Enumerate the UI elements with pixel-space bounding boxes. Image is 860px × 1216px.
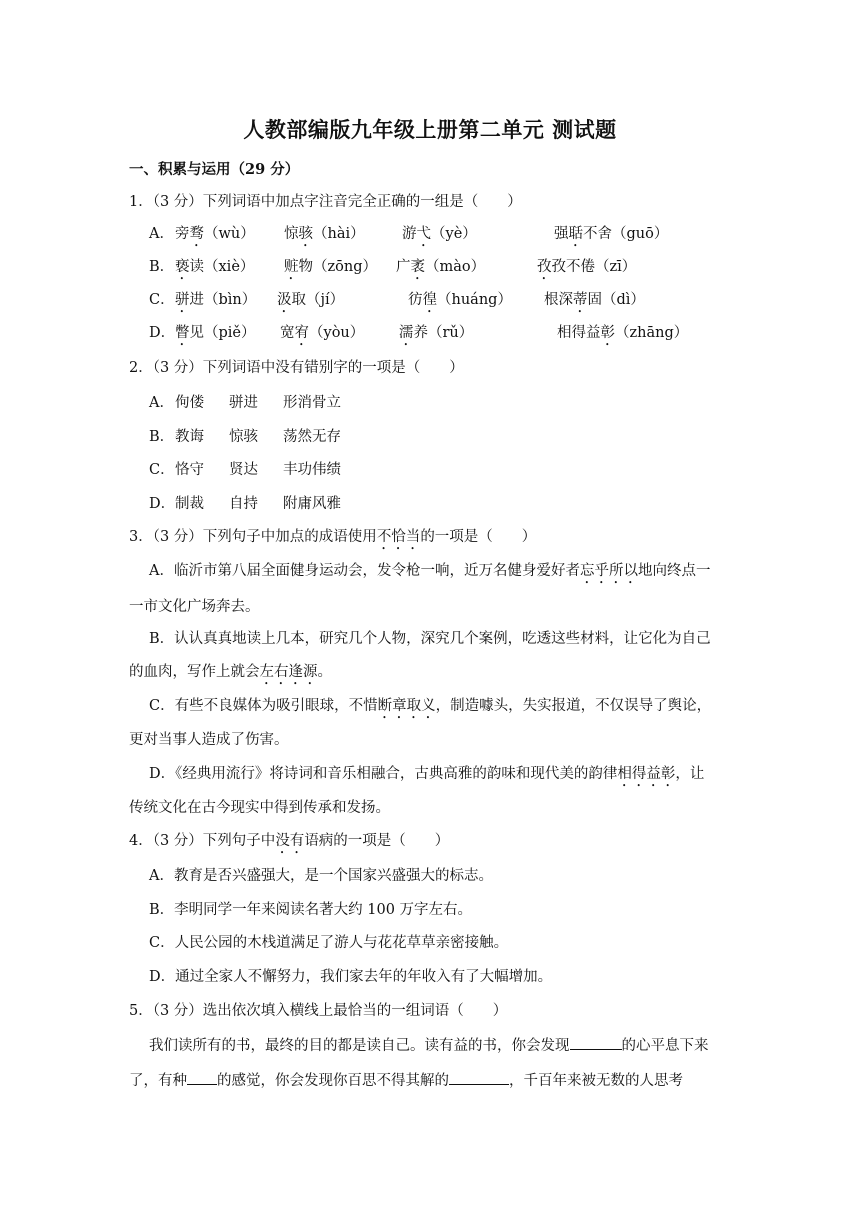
word-4: 相得益彰（zhāng） [557, 325, 689, 341]
question-3-option-d-line-1: D．《经典用流行》将诗词和音乐相融合，古典高雅的韵味和现代美的韵律相得益彰，让 [149, 766, 705, 782]
question-4-option-d: D．通过全家人不懈努力，我们家去年的年收入有了大幅增加。 [149, 969, 553, 985]
question-4-stem: 4．（3 分）下列句子中没有语病的一项是（ ） [129, 833, 450, 849]
word-2: 赃物（zōng） [284, 259, 377, 275]
word-3: 彷徨（huáng） [408, 292, 512, 308]
fill-blank-1[interactable] [570, 1035, 622, 1050]
word-1: 亵读（xiè） [175, 259, 255, 275]
option-letter: A． [149, 226, 174, 242]
word-1: 瞥见（piě） [175, 325, 256, 341]
fill-blank-2[interactable] [187, 1070, 217, 1085]
question-3-stem: 3．（3 分）下列句子中加点的成语使用不恰当的一项是（ ） [129, 529, 537, 545]
word-2: 惊骇（hài） [284, 226, 365, 242]
section-heading: 一、积累与运用（29 分） [129, 161, 300, 178]
question-5-passage-line-2: 了，有种 的感觉，你会发现你百思不得其解的 ，千百年来被无数的人思考 [129, 1070, 683, 1091]
word-4: 孜孜不倦（zī） [537, 259, 637, 275]
word-4: 强聒不舍（guō） [554, 226, 669, 242]
question-5-passage-line-1: 我们读所有的书，最终的目的都是读自己。读有益的书，你会发现 的心平息下来 [149, 1035, 709, 1056]
word-3: 广袤（mào） [396, 259, 486, 275]
option-letter: C． [149, 292, 175, 308]
option-letter: D． [149, 325, 176, 341]
word-3: 游弋（yè） [402, 226, 477, 242]
word-4: 根深蒂固（dì） [544, 292, 645, 308]
question-3-option-c-line-1: C．有些不良媒体为吸引眼球，不惜断章取义，制造噱头，失实报道，不仅误导了舆论， [149, 698, 712, 714]
question-3-option-b-line-2: 的血肉，写作上就会左右逢源。 [129, 664, 332, 680]
question-3-option-a-line-2: 一市文化广场奔去。 [129, 599, 260, 615]
question-4-option-c: C．人民公园的木栈道满足了游人与花花草草亲密接触。 [149, 935, 509, 951]
word-3: 濡养（rǔ） [399, 325, 474, 341]
fill-blank-3[interactable] [449, 1070, 509, 1085]
word-1: 旁骛（wù） [175, 226, 255, 242]
option-letter: B． [149, 259, 175, 275]
question-3-option-c-line-2: 更对当事人造成了伤害。 [129, 732, 289, 748]
question-4-option-b: B．李明同学一年来阅读名著大约 100 万字左右。 [149, 902, 473, 918]
word-1: 骈进（bìn） [175, 292, 257, 308]
word-2: 汲取（jí） [277, 292, 345, 308]
page-title: 人教部编版九年级上册第二单元 测试题 [243, 117, 617, 142]
question-5-stem: 5．（3 分）选出依次填入横线上最恰当的一组词语（ ） [129, 1003, 508, 1019]
question-2-stem: 2．（3 分）下列词语中没有错别字的一项是（ ） [129, 360, 464, 376]
question-3-option-a-line-1: A．临沂市第八届全面健身运动会，发令枪一响，近万名健身爱好者忘乎所以地向终点一 [149, 563, 711, 579]
word-2: 宽宥（yòu） [280, 325, 365, 341]
question-4-option-a: A．教育是否兴盛强大，是一个国家兴盛强大的标志。 [149, 868, 493, 884]
document-page: 人教部编版九年级上册第二单元 测试题 一、积累与运用（29 分） 1．（3 分）下列词语中加点字注音完全正确的一组是（ ） A． 旁骛（wù） 惊骇（hài） 游弋（yè） 强聒不舍（guō） B． 亵读（xiè） 赃物（zōng） 广袤（mào） 孜孜不倦（zī） C． 骈进（bìn） 汲取（jí） 彷徨（huáng） 根深蒂固（dì） D． 瞥见（piě） 宽宥（yòu） 濡养（rǔ） 相得益彰（zhāng） 2．（3 分）下列词语中没有错别字的一项是（ ） A． 佝偻 骈进 形消骨立 B． 教诲 惊骇 荡然无存 C． 恪守 贤达 丰功伟绩 D． 制裁 自持 附庸风雅 3．（3 分）下列句子中加点的成语使用不恰当的一项是（ ） A．临沂市第八届全面健身运动会，发令枪一响，近万名健身爱好者忘乎所以地向终点一 一市文化广场奔去。 B．认认真真地读上几本，研究几个人物，深究几个案例，吃透这些材料，让它化为自己 的血肉，写作上就会左右逢源。 C．有些不良媒体为吸引眼球，不惜断章取义，制造噱头，失实报道，不仅误导了舆论， 更对当事人造成了伤害。 D．《经典用流行》将诗词和音乐相融合，古典高雅的韵味和现代美的韵律相得益彰，让 传统文化在古今现实中得到传承和发扬。 4．（3 分）下列句子中没有语病的一项是（ ） A．教育是否兴盛强大，是一个国家兴盛强大的标志。 B．李明同学一年来阅读名著大约 100 万字左右。 C．人民公园的木栈道满足了游人与花花草草亲密接触。 D．通过全家人不懈努力，我们家去年的年收入有了大幅增加。 5．（3 分）选出依次填入横线上最恰当的一组词语（ ） 我们读所有的书，最终的目的都是读自己。读有益的书，你会发现 的心平息下来 了，有种 的感觉，你会发现你百思不得其解的 ，千百年来被无数的人思考 [0, 0, 860, 1216]
question-3-option-b-line-1: B．认认真真地读上几本，研究几个人物，深究几个案例，吃透这些材料，让它化为自己 [149, 631, 711, 647]
question-3-option-d-line-2: 传统文化在古今现实中得到传承和发扬。 [129, 800, 390, 816]
question-1-stem: 1．（3 分）下列词语中加点字注音完全正确的一组是（ ） [129, 194, 522, 210]
